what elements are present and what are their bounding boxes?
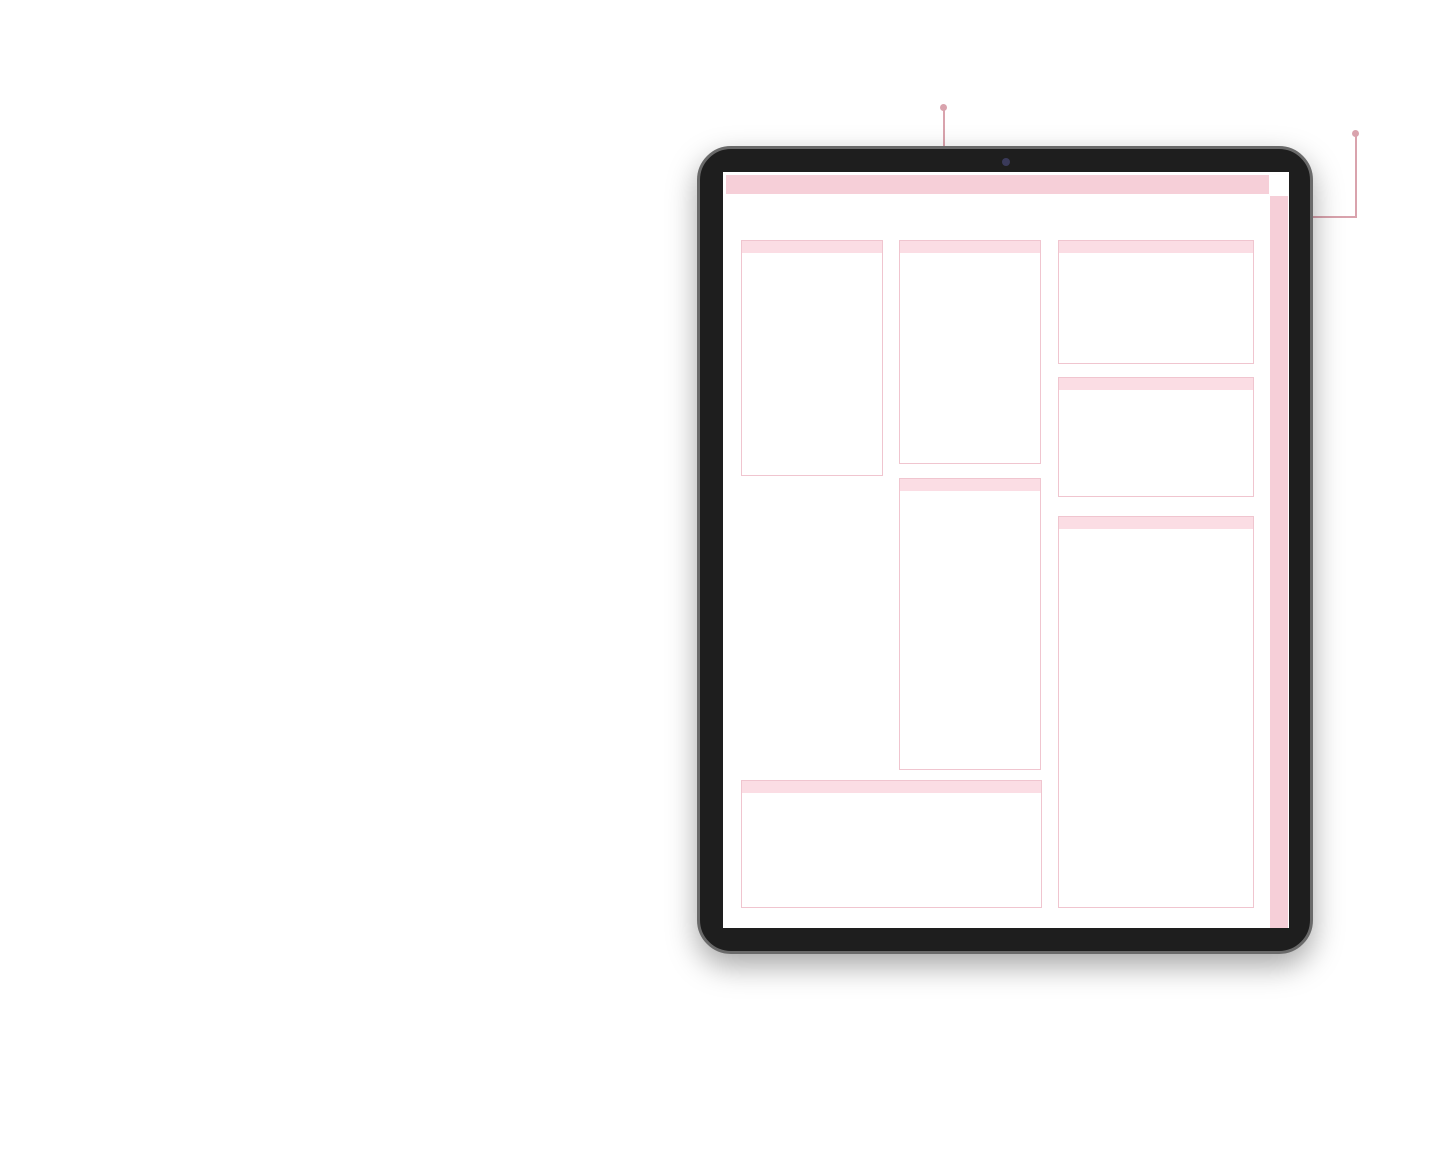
callout-line xyxy=(1355,136,1357,218)
health-panel xyxy=(1058,377,1254,497)
health-header xyxy=(1059,378,1253,390)
callout-line xyxy=(1312,216,1357,218)
lifestyle-header xyxy=(900,479,1040,491)
notes-header xyxy=(1059,517,1253,529)
wellness-header xyxy=(1059,241,1253,253)
side-tab-bar xyxy=(1270,196,1288,928)
notes-panel xyxy=(1058,516,1254,908)
finances-panel xyxy=(899,240,1041,464)
custom-sections-panel xyxy=(741,780,1042,908)
year-header xyxy=(742,241,882,253)
camera xyxy=(1002,158,1010,166)
year-panel xyxy=(741,240,883,476)
planner-screen xyxy=(723,172,1289,928)
top-tab-bar xyxy=(726,175,1269,194)
finances-header xyxy=(900,241,1040,253)
custom-sections-header xyxy=(742,781,1041,793)
lifestyle-panel xyxy=(899,478,1041,770)
tablet-device xyxy=(697,146,1313,954)
wellness-panel xyxy=(1058,240,1254,364)
